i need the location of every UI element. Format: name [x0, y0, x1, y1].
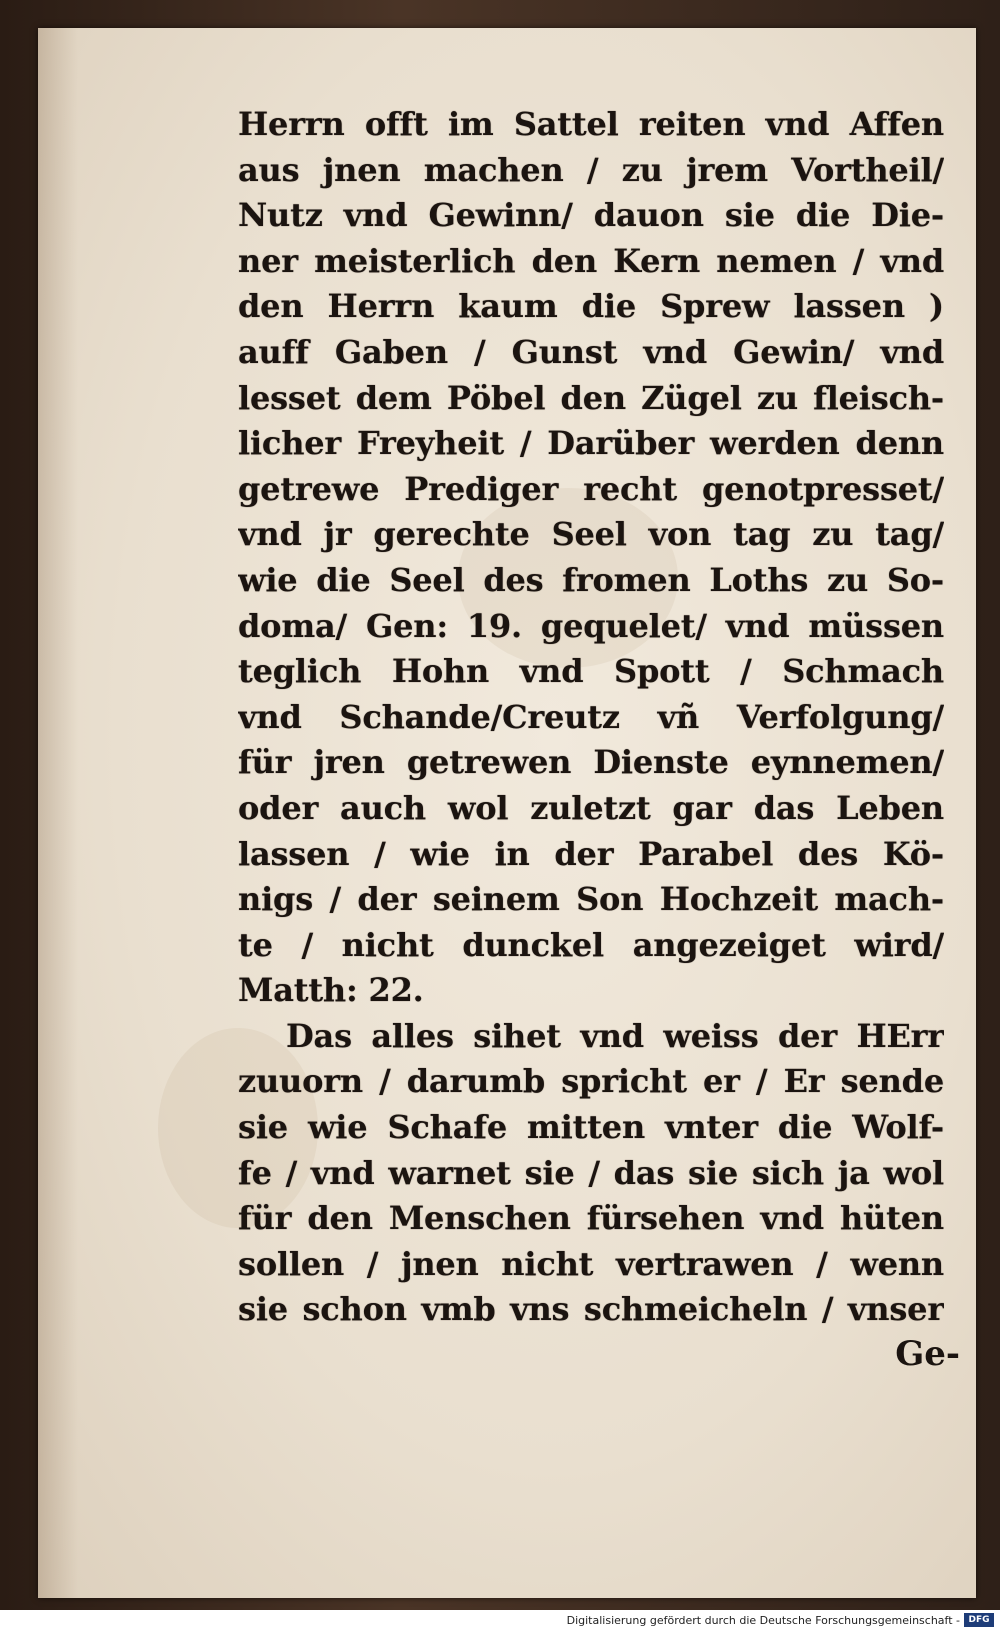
funding-notice: Digitalisierung gefördert durch die Deutsche Forschungsgemeinschaft -: [566, 1614, 960, 1627]
text-line: auff Gaben / Gunst vnd Gewin/ vnd: [238, 332, 944, 371]
text-line: Das alles sihet vnd weiss der HErr: [286, 1016, 944, 1055]
text-line: nigs / der seinem Son Hochzeit mach-: [238, 880, 944, 919]
text-line: sie schon vmb vns schmeicheln / vnser: [238, 1290, 944, 1329]
text-line: wie die Seel des fromen Loths zu So-: [238, 560, 944, 599]
text-line: te / nicht dunckel angezeiget wird/: [238, 925, 944, 964]
text-line: Herrn offt im Sattel reiten vnd Affen: [238, 105, 944, 143]
text-line: sie wie Schafe mitten vnter die Wolf-: [238, 1108, 944, 1147]
text-line: licher Freyheit / Darüber werden denn: [238, 424, 944, 463]
text-line: sollen / jnen nicht vertrawen / wenn: [238, 1244, 944, 1283]
text-line: lesset dem Pöbel den Zügel zu fleisch-: [238, 378, 944, 417]
catchword: Ge-: [895, 1334, 960, 1374]
text-line: aus jnen machen / zu jrem Vortheil/: [238, 150, 944, 189]
text-line: für jren getrewen Dienste eynnemen/: [238, 743, 944, 782]
dfg-logo: DFG: [964, 1613, 994, 1627]
text-line: vnd Schande/Creutz vñ Verfolgung/: [238, 697, 944, 736]
text-line: doma/ Gen: 19. gequelet/ vnd müssen: [238, 606, 944, 645]
text-line: fe / vnd warnet sie / das sie sich ja wol: [238, 1153, 944, 1192]
text-line: den Herrn kaum die Sprew lassen ): [238, 287, 944, 326]
text-line: vnd jr gerechte Seel von tag zu tag/: [238, 515, 944, 554]
text-line: lassen / wie in der Parabel des Kö-: [238, 834, 944, 873]
page-edge-shadow: [38, 28, 78, 1598]
text-line: zuuorn / darumb spricht er / Er sende: [238, 1062, 944, 1101]
text-line: ner meisterlich den Kern nemen / vnd: [238, 241, 944, 280]
text-line: Matth: 22.: [238, 971, 424, 1010]
text-line: oder auch wol zuletzt gar das Leben: [238, 788, 944, 827]
page-text: [238, 102, 944, 1333]
text-line: für den Menschen fürsehen vnd hüten: [238, 1199, 944, 1238]
text-line: getrewe Prediger recht genotpresset/: [238, 469, 944, 508]
text-line: teglich Hohn vnd Spott / Schmach: [238, 652, 944, 691]
text-line: Nutz vnd Gewinn/ dauon sie die Die-: [238, 196, 944, 235]
